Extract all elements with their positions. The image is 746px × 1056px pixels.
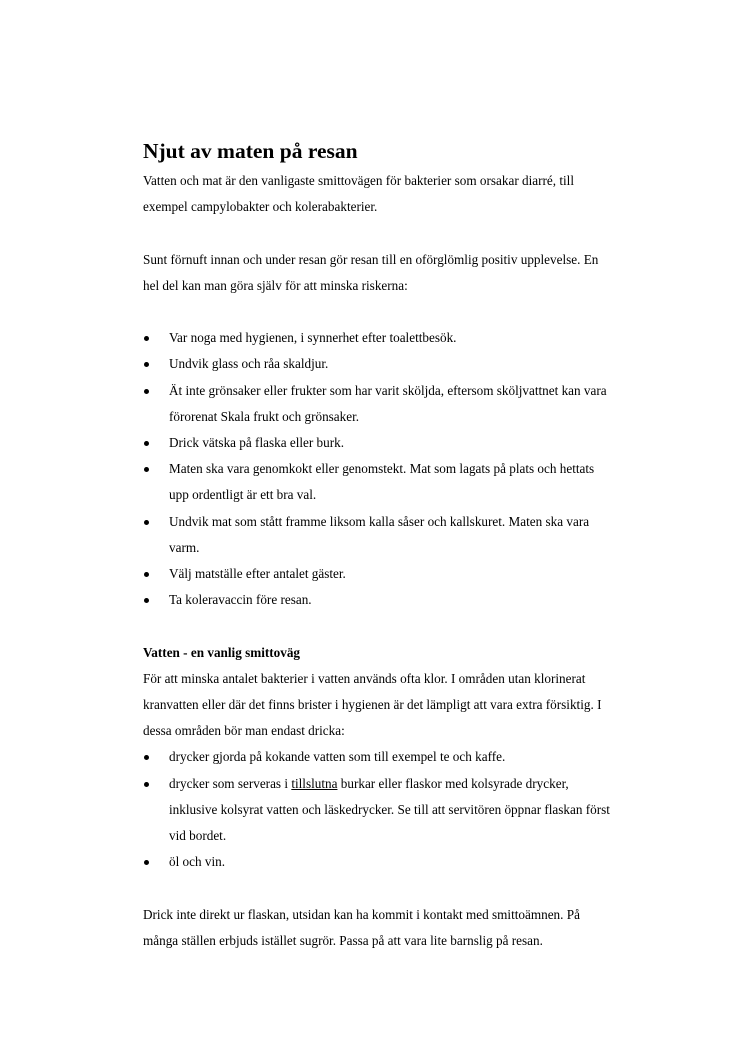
closing-paragraph: Drick inte direkt ur flaskan, utsidan kan ha kommit i kontakt med smittoämnen. På många ställen erbjuds istället sugrör. Passa på att vara lite barnslig på resan. [143,906,580,948]
list-item-text: Ät inte grönsaker eller frukter som har varit sköljda, eftersom sköljvattnet kan vara förorenat Skala frukt och grönsaker. [169,382,607,424]
list-item-text: Välj matställe efter antalet gäster. [169,566,346,582]
spacer [143,299,613,325]
list-item-text: Undvik mat som stått framme liksom kalla såser och kallskuret. Maten ska vara varm. [169,513,590,555]
list-item [143,771,613,850]
list-item-text: Drick vätska på flaska eller burk. [169,435,345,450]
list-item [143,744,613,770]
section-paragraph: För att minska antalet bakterier i vatten används ofta klor. I områden utan klorinerat kranvatten eller där det finns brister i hygienen är det lämpligt att vara extra försiktig. I dessa områden bör man endast dricka: [143,670,602,739]
list-item-text-pre: drycker som serveras i [169,775,292,791]
spacer [143,613,613,639]
list-item [143,430,613,456]
list-item [143,509,613,561]
drinks-list [143,744,613,875]
list-item-text: öl och vin. [169,854,226,870]
intro-paragraph-2: Sunt förnuft innan och under resan gör resan till en oförglömlig positiv upplevelse. En hel del kan man göra själv för att minska riskerna: [143,251,599,293]
spacer [143,220,613,246]
list-item-text: Ta koleravaccin före resan. [169,592,312,608]
list-item [143,561,613,587]
underlined-word: tillslutna [291,775,338,791]
tips-list [143,325,613,613]
list-item-text: Undvik glass och råa skaldjur. [169,356,329,372]
list-item-text: Maten ska vara genomkokt eller genomstekt. Mat som lagats på plats och hettats upp ordentligt är ett bra val. [169,461,595,503]
section-heading: Vatten - en vanlig smittoväg [143,644,301,660]
document-page [143,134,613,954]
list-item [143,325,613,351]
page-title: Njut av maten på resan [143,139,358,163]
list-item [143,351,613,377]
list-item-text: drycker gjorda på kokande vatten som till exempel te och kaffe. [169,749,506,765]
list-item-text-post: burkar eller flaskor med kolsyrade drycker, inklusive kolsyrat vatten och läskedrycker. Se till att servitören öppnar flaskan först vid bordet. [169,775,610,844]
spacer [143,875,613,901]
intro-paragraph-1: Vatten och mat är den vanligaste smittovägen för bakterier som orsakar diarré, till exempel campylobakter och kolerabakterier. [143,173,575,215]
list-item [143,456,613,508]
list-item [143,849,613,875]
list-item-text: Var noga med hygienen, i synnerhet efter toalettbesök. [169,330,457,346]
list-item [143,587,613,613]
list-item [143,378,613,430]
